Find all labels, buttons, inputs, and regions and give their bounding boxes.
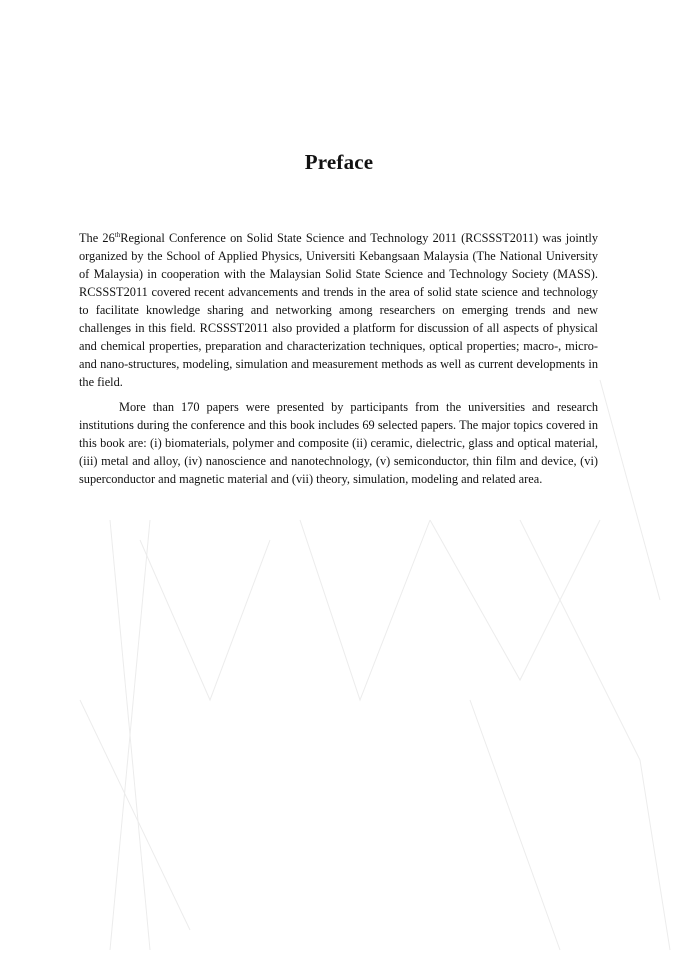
paragraph-papers: More than 170 papers were presented by participants from the universities and research institutions during the conference and this book includes 69 selected papers. The major topics covered in this book are: (i) biomaterials, polymer and composite (ii) ceramic, dielectric, glass and optical material, (iii) metal and alloy, (iv) nanoscience and nanotechnology, (v) semiconductor, thin film and device, (vi) superconductor and magnetic material and (vii) theory, simulation, modeling and related area. [79, 400, 598, 486]
intro-lead: The 26 [79, 231, 115, 245]
watermark-line [430, 520, 600, 680]
preface-body [79, 229, 598, 495]
watermark-line [110, 520, 150, 950]
page-title: Preface [304, 150, 374, 174]
watermark-line [470, 700, 560, 950]
watermark-line [600, 380, 660, 600]
ordinal-superscript: th [114, 231, 121, 239]
watermark-line [80, 700, 190, 930]
watermark-line [520, 520, 670, 950]
watermark-line [300, 520, 430, 700]
intro-rest: Regional Conference on Solid State Science and Technology 2011 (RCSSST2011) was jointly organized by the School of Applied Physics, Universiti Kebangsaan Malaysia (The National University of Malaysia) in cooperation with the Malaysian Solid State Science and Technology Society (MASS). RCSSST2011 covered recent advancements and trends in the area of solid state science and technology to facilitate knowledge sharing and networking among researchers on emerging trends and new challenges in this field. RCSSST2011 also provided a platform for discussion of all aspects of physical and chemical properties, preparation and characterization techniques, optical properties; macro-, micro- and nano-structures, modeling, simulation and measurement methods as well as current developments in the field. [79, 231, 598, 389]
watermark-line [140, 540, 270, 700]
paragraph-intro [79, 229, 598, 391]
watermark-line [110, 520, 150, 950]
